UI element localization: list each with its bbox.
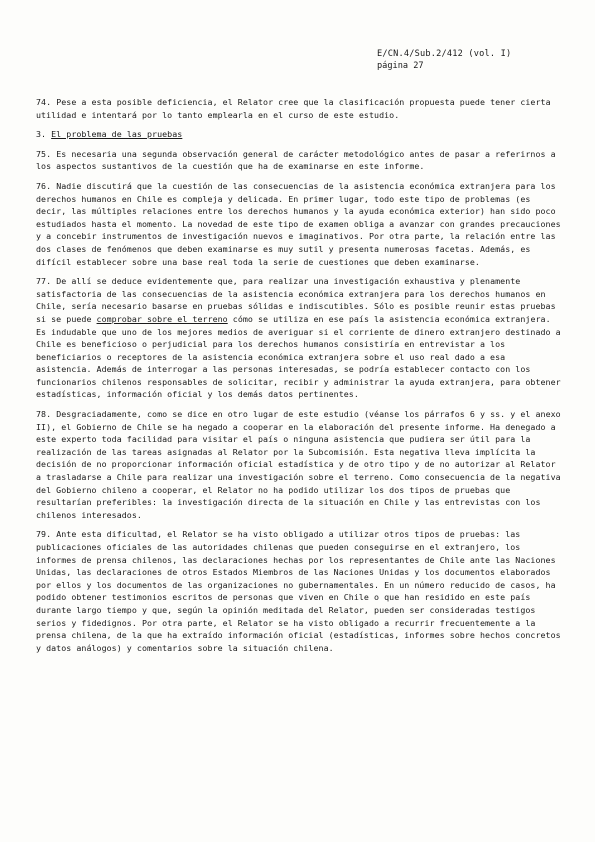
paragraph-text: De allí se deduce evidentemente que, para realizar una investigación exhaustiva y plenamente satisfactoria de las consecuencias de la asistencia económica extranjera para los derechos humanos en Chile, sería necesario basarse en pruebas sólidas e indiscutibles. Sólo es posible reunir estas pruebas si se puede bbox=[36, 276, 556, 324]
paragraph-number: 77. bbox=[36, 276, 52, 287]
paragraph-78 bbox=[36, 408, 562, 521]
section-title: El problema de las pruebas bbox=[51, 129, 183, 140]
paragraph-text: Desgraciadamente, como se dice en otro lugar de este estudio (véanse los párrafos 6 y ss. y el anexo II), el Gobierno de Chile se ha negado a cooperar en la elaboración del presente informe. Ha denegado a este experto toda facilidad para visitar el país o ninguna asistencia que pudiera ser útil para la realización de las tareas asignadas al Relator por la Subcomisión. Esta negativa lleva implícita la decisión de no proporcionar información oficial estadística y de otro tipo y de no autorizar al Relator a trasladarse a Chile para realizar una investigación sobre el terreno. Como consecuencia de la negativa del Gobierno chileno a cooperar, el Relator no ha podido utilizar los dos tipos de pruebas que resultarían preferibles: la investigación directa de la situación en Chile y las entrevistas con los chilenos interesados. bbox=[36, 409, 561, 520]
paragraph-75 bbox=[36, 148, 562, 173]
paragraph-number: 79. bbox=[36, 529, 52, 540]
paragraph-79 bbox=[36, 528, 562, 654]
paragraph-text: Pese a esta posible deficiencia, el Relator cree que la clasificación propuesta puede tener cierta utilidad e intentará por lo tanto emplearla en el curso de este estudio. bbox=[36, 97, 551, 120]
section-number: 3. bbox=[36, 129, 47, 140]
paragraph-text: Ante esta dificultad, el Relator se ha visto obligado a utilizar otros tipos de pruebas: las publicaciones oficiales de las autoridades chilenas que pueden conseguirse en el extranjero, los informes de prensa chilenos, las declaraciones hechas por los representantes de Chile ante las Naciones Unidas, las declaraciones de otros Estados Miembros de las Naciones Unidas y los documentos elaborados por ellos y los documentos de las organizaciones no gubernamentales. En un número reducido de casos, ha podido obtener testimonios escritos de personas que viven en Chile o que han residido en este país durante largo tiempo y que, según la opinión meditada del Relator, pueden ser consideradas testigos serios y fidedignos. Por otra parte, el Relator se ha visto obligado a recurrir frecuentemente a la prensa chilena, de la que ha extraído información oficial (estadísticas, informes sobre hechos concretos y datos análogos) y comentarios sobre la situación chilena. bbox=[36, 529, 561, 653]
paragraph-number: 74. bbox=[36, 97, 52, 107]
page-number: página 27 bbox=[377, 61, 424, 71]
section-heading bbox=[36, 128, 562, 141]
paragraph-76 bbox=[36, 180, 562, 268]
paragraph-text: Nadie discutirá que la cuestión de las consecuencias de la asistencia económica extranjera para los derechos humanos en Chile es compleja y delicada. En primer lugar, todo este tipo de problemas (es decir, las múltiples relaciones entre los derechos humanos y la ayuda económica exterior) han sido poco estudiados hasta el momento. La novedad de este tipo de examen obliga a avanzar con grandes precauciones y a concebir instrumentos de investigación nuevos e imaginativos. Por otra parte, la relación entre las dos clases de fenómenos que deben examinarse es muy sutil y presenta numerosas facetas. Además, es difícil establecer sobre una base real toda la serie de cuestiones que deben examinarse. bbox=[36, 180, 561, 267]
document-symbol: E/CN.4/Sub.2/412 (vol. I) bbox=[377, 49, 512, 59]
paragraph-77 bbox=[36, 275, 562, 401]
paragraph-text: Es necesaria una segunda observación general de carácter metodológico antes de pasar a referirnos a los aspectos sustantivos de la cuestión que ha de examinarse en este informe. bbox=[36, 148, 556, 172]
paragraph-text-continued: cómo se utiliza en ese país la asistencia económica extranjera. Es indudable que uno de los mejores medios de averiguar si el corriente de dinero extranjero destinado a Chile es beneficioso o perjudicial para los derechos humanos consistiría en entrevistar a los beneficiarios o receptores de la asistencia económica extranjera sobre el uso real dado a esa asistencia. Además de interrogar a las personas interesadas, se podría establecer contacto con los funcionarios chilenos responsables de solicitar, recibir y administrar la ayuda extranjera, para obtener estadísticas, información oficial y los demás datos pertinentes. bbox=[36, 313, 561, 400]
document-body bbox=[36, 96, 562, 661]
paragraph-number: 75. bbox=[36, 148, 52, 159]
paragraph-74 bbox=[36, 96, 562, 121]
document-header bbox=[377, 48, 577, 72]
paragraph-number: 76. bbox=[36, 180, 52, 191]
paragraph-number: 78. bbox=[36, 409, 52, 420]
underlined-phrase: comprobar sobre el terreno bbox=[96, 313, 228, 324]
